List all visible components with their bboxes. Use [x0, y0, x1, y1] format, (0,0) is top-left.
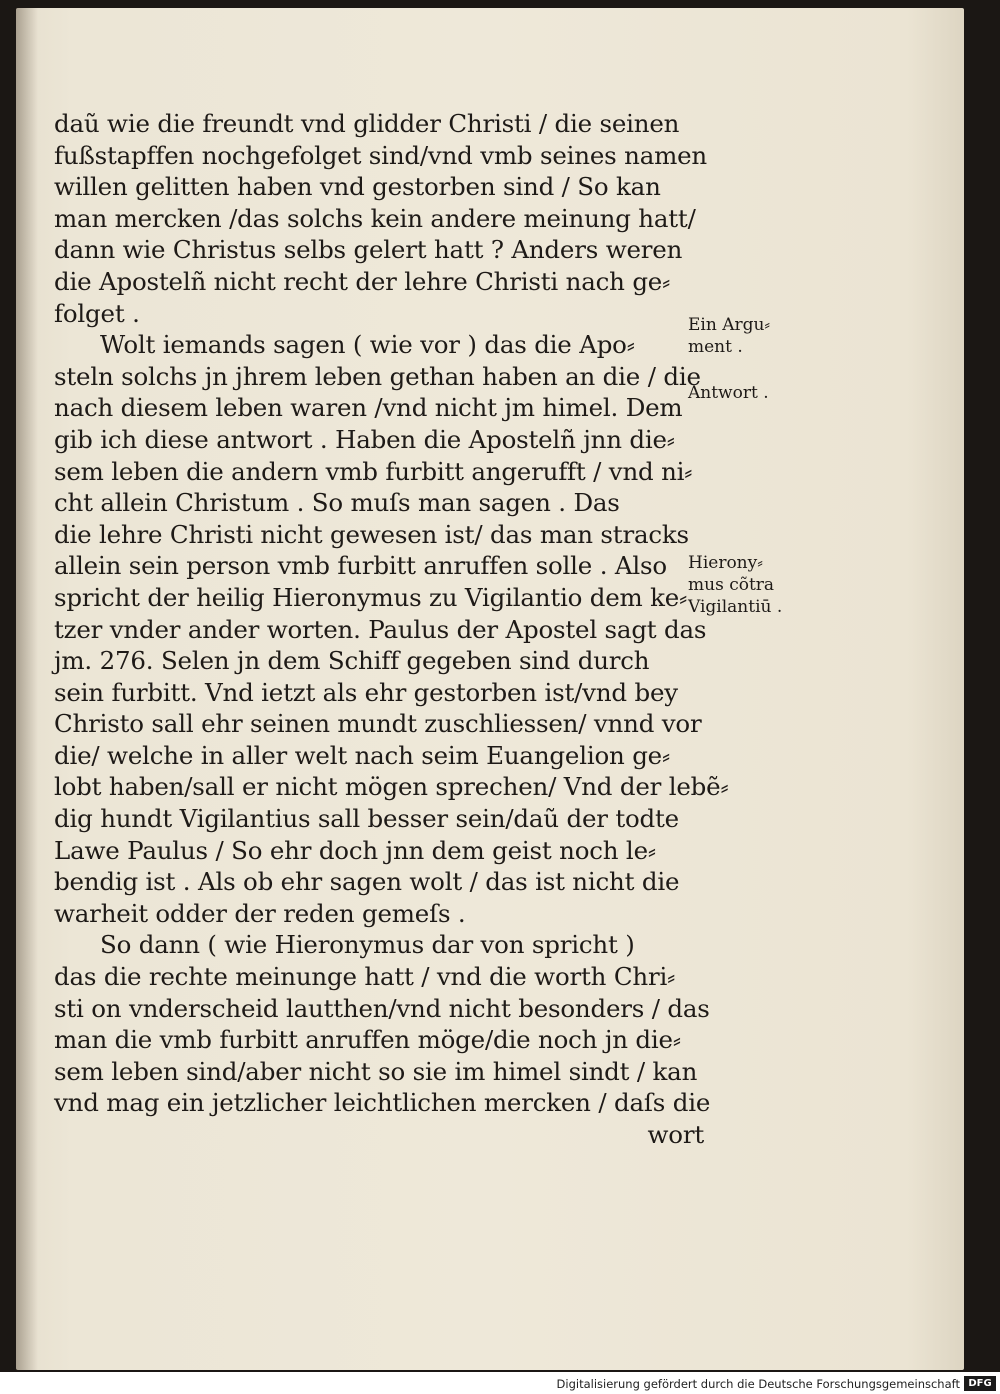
- text-line: sein furbitt. Vnd ietzt als ehr gestorben ist/vnd bey: [54, 677, 678, 707]
- footer-bar: [0, 1374, 1000, 1394]
- text-line: allein sein person vmb furbitt anruffen solle . Also: [54, 551, 667, 581]
- text-line: tzer vnder ander worten. Paulus der Apostel sagt das: [54, 614, 707, 644]
- text-line: die/ welche in aller welt nach seim Euangelion ge⸗: [54, 740, 670, 770]
- funding-credit: Digitalisierung gefördert durch die Deutsche Forschungsgemeinschaft: [556, 1377, 960, 1391]
- text-line: die Apostelñ nicht recht der lehre Christi nach ge⸗: [54, 266, 671, 296]
- text-line: spricht der heilig Hieronymus zu Vigilantio dem ke⸗: [54, 582, 688, 612]
- margin-note-line: Antwort .: [688, 383, 769, 403]
- margin-note-line: Hierony⸗: [688, 553, 763, 573]
- text-line: nach diesem leben waren /vnd nicht jm himel. Dem: [54, 393, 683, 423]
- text-line: daũ wie die freundt vnd glidder Christi / die seinen: [54, 109, 680, 138]
- text-line: Wolt iemands sagen ( wie vor ) das die Apo⸗: [100, 330, 635, 360]
- text-line: Lawe Paulus / So ehr doch jnn dem geist noch le⸗: [54, 835, 656, 865]
- text-line: folget .: [54, 298, 140, 328]
- text-line: cht allein Christum . So muſs man sagen . Das: [54, 488, 620, 518]
- margin-note-antwort: [688, 382, 769, 404]
- text-line: dann wie Christus selbs gelert hatt ? Anders weren: [54, 235, 683, 265]
- margin-note-line: ment .: [688, 337, 743, 357]
- margin-note-line: mus cõtra: [688, 575, 775, 595]
- binding-shadow: [16, 8, 38, 1370]
- text-line: willen gelitten haben vnd gestorben sind / So kan: [54, 172, 661, 202]
- margin-note-argument: [688, 314, 770, 358]
- dfg-logo: DFG: [964, 1376, 996, 1391]
- text-line: gib ich diese antwort . Haben die Apostelñ jnn die⸗: [54, 424, 675, 454]
- text-line: die lehre Christi nicht gewesen ist/ das man stracks: [54, 519, 689, 549]
- text-line: das die rechte meinunge hatt / vnd die worth Chri⸗: [54, 962, 676, 992]
- text-line: warheit odder der reden gemeſs .: [54, 898, 466, 928]
- margin-note-line: Vigilantiū .: [688, 597, 783, 617]
- text-line: steln solchs jn jhrem leben gethan haben an die / die: [54, 361, 701, 391]
- margin-note-hieronymus: [688, 552, 782, 618]
- text-line: vnd mag ein jetzlicher leichtlichen mercken / daſs die: [54, 1088, 711, 1118]
- text-line: lobt haben/sall er nicht mögen sprechen/ Vnd der lebẽ⸗: [54, 772, 729, 802]
- text-line: man mercken /das solchs kein andere meinung hatt/: [54, 203, 696, 233]
- text-line: sem leben sind/aber nicht so sie im himel sindt / kan: [54, 1056, 698, 1086]
- text-line: So dann ( wie Hieronymus dar von spricht ): [100, 930, 635, 960]
- margin-note-line: Ein Argu⸗: [688, 315, 771, 335]
- text-line: sem leben die andern vmb furbitt angerufft / vnd ni⸗: [54, 456, 693, 486]
- text-line: sti on vnderscheid lautthen/vnd nicht besonders / das: [54, 993, 710, 1023]
- text-line: jm. 276. Selen jn dem Schiff gegeben sind durch: [54, 646, 650, 676]
- text-line: man die vmb furbitt anruffen möge/die noch jn die⸗: [54, 1025, 681, 1055]
- catchword: wort: [647, 1120, 704, 1149]
- text-line: bendig ist . Als ob ehr sagen wolt / das ist nicht die: [54, 867, 680, 897]
- text-line: fußstapffen nochgefolget sind/vnd vmb seines namen: [54, 140, 708, 170]
- book-page: [16, 8, 964, 1370]
- text-line: dig hundt Vigilantius sall besser sein/daũ der todte: [54, 804, 679, 834]
- text-line: Christo sall ehr seinen mundt zuschliessen/ vnnd vor: [54, 709, 702, 739]
